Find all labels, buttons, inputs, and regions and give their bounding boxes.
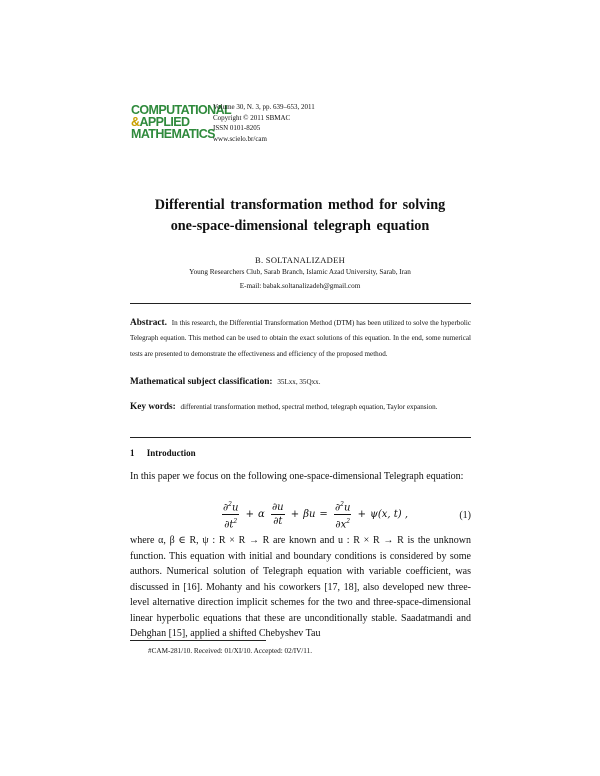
equation-1 (130, 498, 471, 538)
title-line-1: Differential transformation method for solving (154, 197, 446, 213)
title-line-2: one-space-dimensional telegraph equation (170, 218, 430, 234)
logo-line-3: MATHEMATICS (131, 127, 215, 141)
abstract (130, 316, 471, 362)
section-title: Introduction (146, 448, 196, 458)
author-email[interactable]: E-mail: babak.soltanalizadeh@gmail.com (239, 282, 361, 290)
issn: ISSN 0101-8205 (213, 124, 261, 132)
journal-logo (131, 103, 232, 141)
keywords-label: Key words: (130, 402, 176, 412)
copyright: Copyright © 2011 SBMAC (213, 113, 291, 122)
logo-line-1: COMPUTATIONAL (131, 103, 232, 117)
paper-title (60, 195, 540, 237)
intro-paragraph-2: where α, β ∈ R, ψ : R × R → R are known and u : R × R → R is the unknown function. This equation with initial and boundary conditions is considered by some authors. Numerical solution of Telegraph equation with variable coefficient, was discussed in [16]. Mohanty and his coworkers [17, 18], also developed new three-level alternative direction implicit schemes for the two and three-space-dimensional linear hyperbolic equations that these are unconditionally stable. Saadatmandi and Dehghan [15], applied a shifted Chebyshev Tau (130, 535, 471, 639)
section-heading (130, 448, 196, 458)
affiliation: Young Researchers Club, Sarab Branch, Islamic Azad University, Sarab, Iran (189, 268, 411, 276)
eq-frac-d2u-dt2: $\frac{\partial^2u}{\partial t^2}$ (222, 498, 239, 532)
volume-info: Volume 30, N. 3, pp. 639–653, 2011 (213, 103, 315, 111)
eq-frac-d2u-dx2: $\frac{\partial^2u}{\partial x^2}$ (334, 498, 351, 532)
abstract-text: In this research, the Differential Transformation Method (DTM) has been utilized to solve the hyperbolic Telegraph equation. This method can be used to obtain the exact solutions of this equation. In the end, some numerical tests are presented to demonstrate the effectiveness and efficiency of the proposed method. (130, 319, 471, 358)
equation-body: $\frac{\partial^2u}{\partial t^2}$ + α $\frac{\partial u}{\partial t}$ + βu = $\frac{\partial^2u}{\partial x^2}$ + ψ(x, t) , (221, 498, 410, 532)
abstract-top-rule (130, 303, 471, 304)
journal-url[interactable]: www.scielo.br/cam (213, 134, 267, 143)
author-name: B. SOLTANALIZADEH (254, 255, 346, 265)
equation-number: (1) (459, 510, 471, 521)
journal-meta (213, 102, 315, 144)
intro-paragraph-1: In this paper we focus on the following one-space-dimensional Telegraph equation: (130, 471, 464, 482)
footnote: #CAM-281/10. Received: 01/XI/10. Accepted: 02/IV/11. (148, 647, 313, 655)
logo-line-2-text: APPLIED (139, 115, 190, 129)
eq-frac-du-dt: $\frac{\partial u}{\partial t}$ (271, 502, 284, 528)
logo-ampersand: & (131, 115, 140, 129)
abstract-label: Abstract. (130, 318, 167, 328)
keywords (130, 400, 471, 415)
footnote-rule (130, 640, 266, 641)
keywords-text: differential transformation method, spectral method, telegraph equation, Taylor expansion. (180, 403, 438, 411)
msc-text: 35Lxx, 35Qxx. (277, 378, 321, 386)
section-number: 1 (130, 448, 135, 458)
msc-label: Mathematical subject classification: (130, 377, 273, 387)
abstract-bottom-rule (130, 437, 471, 438)
msc-classification (130, 377, 471, 387)
